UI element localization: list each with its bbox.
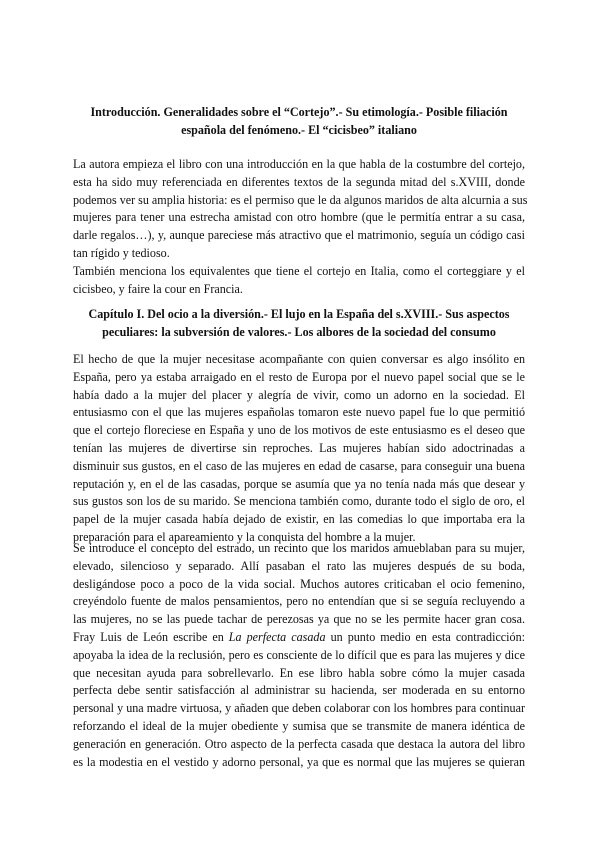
text-line: generación en generación. Otro aspecto de la perfecta casada que destaca la autora del libro [73,736,525,751]
intro-paragraph-2 [73,263,525,299]
text-line: tenían las mujeres de divertirse sin reproches. Las mujeres habían sido adoctrinadas a [73,440,525,455]
text-fragment: un punto medio en esta contradicción: [325,629,525,644]
intro-heading-line: Introducción. Generalidades sobre el “Cortejo”.- Su etimología.- Posible filiación [90,105,508,119]
chapter1-paragraph-2 [73,540,525,771]
text-line: También menciona los equivalentes que tiene el cortejo en Italia, como el corteggiare y el [73,264,525,278]
text-line: darle regalos…), y, aunque pareciese más atractivo que el matrimonio, seguía un código casi [73,228,525,243]
chapter1-heading-line: peculiares: la subversión de valores.- Los albores de la sociedad del consumo [102,324,496,339]
text-line: preparación para el apareamiento y la conquista del hombre a la mujer. [73,529,416,544]
text-line: que necesitan ayuda para sobrellevarlo. En ese libro habla sobre cómo la mujer casada [73,665,525,680]
chapter1-heading-line: Capítulo I. Del ocio a la diversión.- El lujo en la España del s.XVIII.- Sus aspectos [88,307,510,321]
text-line: había dado a la mujer del placer y alegría de vivir, como un adorno en la sociedad. El [73,387,525,402]
text-line: las mujeres, no se las puede tachar de perezosas ya que no se les permite hacer gran cosa. [73,612,525,627]
text-line: es la modestia en el vestido y adorno personal, ya que es normal que las mujeres se quieran [73,754,525,769]
text-line: papel de la mujer casada había dejado de existir, en las comedias lo que importaba era la [73,512,525,527]
text-fragment: Fray Luis de León escribe en [73,629,229,644]
intro-heading [73,104,525,139]
text-line: personal y una madre virtuosa, y añaden que deben colaborar con los hombres para continuar [73,701,525,716]
text-line: disminuir sus gustos, en el caso de las mujeres en edad de casarse, para conseguir una buena [73,458,525,473]
chapter1-paragraph-1 [73,351,525,547]
text-line: sus gustos son los de su marido. Se menciona también como, durante todo el siglo de oro, el [73,494,525,509]
text-line: apoyaba la idea de la reclusión, pero es consciente de lo difícil que es para las mujeres y dice [73,647,525,662]
text-line: reforzando el ideal de la mujer obediente y sumisa que se transmite de manera idéntica de [73,718,525,733]
text-line: entusiasmo con el que las mujeres españolas tomaron este nuevo papel fue lo que permitió [73,405,525,420]
text-line: que el cortejo floreciese en España y uno de los motivos de este entusiasmo es el deseo que [73,423,525,438]
text-line: podemos ver su amplia historia: es el permiso que le da algunos maridos de alta alcurnia a sus [73,192,528,207]
text-line: cicisbeo, y faire la cour en Francia. [73,281,243,296]
text-line: mujeres para tener una estrecha amistad con otro hombre (que le permitía entrar a su casa, [73,210,525,225]
text-line: España, pero ya estaba arraigado en el resto de Europa por el nuevo papel social que se le [73,369,525,384]
text-line: elevado, silencioso y separado. Allí pasaban el rato las mujeres después de su boda, [73,558,525,573]
text-line: El hecho de que la mujer necesitase acompañante con quien conversar es algo insólito en [73,352,525,366]
intro-heading-line: española del fenómeno.- El “cicisbeo” italiano [181,122,417,137]
text-line: desligándose poco a poco de la vida social. Muchos autores criticaban el ocio femenino, [73,576,525,591]
intro-paragraph-1 [73,156,528,263]
text-line: perfecta debe sentir satisfacción al administrar su hacienda, ser moderada en su entorno [73,683,525,698]
text-line-with-book-title [73,629,525,647]
text-line: creyéndolo fuente de malos pensamientos, pero no entendían que si se seguía recluyendo a [73,594,525,609]
text-line: esta ha sido muy referenciada en diferentes textos de la segunda mitad del s.XVIII, donde [73,174,525,189]
text-line: reputación y, en el de las casadas, porque se asumía que ya no tenía nada más que desear y [73,476,525,491]
chapter1-heading [73,306,525,341]
text-line: La autora empieza el libro con una introducción en la que habla de la costumbre del cortejo, [73,157,525,171]
text-line: Se introduce el concepto del estrado, un recinto que los maridos amueblaban para su mujer, [73,541,525,555]
text-line: tan rígido y tedioso. [73,245,170,260]
book-title: La perfecta casada [228,629,326,644]
